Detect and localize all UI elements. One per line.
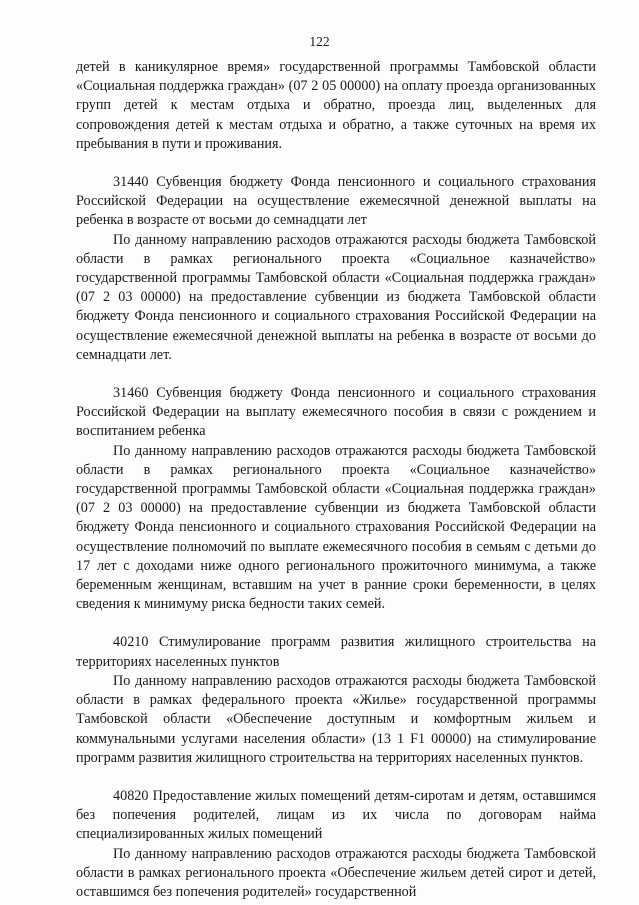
page-content <box>76 58 596 902</box>
paragraph-gap <box>76 365 596 384</box>
section-heading-40820: 40820 Предоставление жилых помещений детям-сиротам и детям, оставшимся без попечения родителей, лицам из их числа по договорам найма специализированных жилых помещений <box>76 787 596 843</box>
paragraph-gap <box>76 614 596 633</box>
section-body-40210: По данному направлению расходов отражаются расходы бюджета Тамбовской области в рамках федерального проекта «Жилье» государственной программы Тамбовской области «Обеспечение доступным и комфортным жильем и коммунальными услугами населения области» (13 1 F1 00000) на стимулирование программ развития жилищного строительства на территориях населенных пунктов. <box>76 672 596 766</box>
section-body-31440: По данному направлению расходов отражаются расходы бюджета Тамбовской области в рамках регионального проекта «Социальное казначейство» государственной программы Тамбовской области «Социальная поддержка граждан» (07 2 03 00000) на предоставление субвенции из бюджета Тамбовской области бюджету Фонда пенсионного и социального страхования Российской Федерации на осуществление ежемесячной денежной выплаты на ребенка в возрасте от восьми до семнадцати лет. <box>76 231 596 363</box>
page-number: 122 <box>309 34 330 49</box>
section-heading-40210: 40210 Стимулирование программ развития жилищного строительства на территориях населенных пунктов <box>76 634 596 670</box>
section-heading-31460: 31460 Субвенция бюджету Фонда пенсионного и социального страхования Российской Федерации на выплату ежемесячного пособия в связи с рождением и воспитанием ребенка <box>76 385 596 440</box>
section-body-40820: По данному направлению расходов отражаются расходы бюджета Тамбовской области в рамках регионального проекта «Обеспечение жильем детей сирот и детей, оставшимся без попечения родителей» государственной <box>76 845 596 900</box>
continuation-paragraph: детей в каникулярное время» государственной программы Тамбовской области «Социальная поддержка граждан» (07 2 05 00000) на оплату проезда организованных групп детей к местам отдыха и обратно, проезда лиц, выделенных для сопровождения детей к местам отдыха и обратно, а также суточных на время их пребывания в пути и проживания. <box>76 59 596 152</box>
paragraph-gap <box>76 154 596 173</box>
paragraph-gap <box>76 768 596 787</box>
section-heading-31440: 31440 Субвенция бюджету Фонда пенсионного и социального страхования Российской Федерации на осуществление ежемесячной денежной выплаты на ребенка в возрасте от восьми до семнадцати лет <box>76 174 596 229</box>
section-body-31460: По данному направлению расходов отражаются расходы бюджета Тамбовской области в рамках регионального проекта «Социальное казначейство» государственной программы Тамбовской области «Социальная поддержка граждан» (07 2 03 00000) на предоставление субвенции из бюджета Тамбовской области бюджету Фонда пенсионного и социального страхования Российской Федерации на осуществление полномочий по выплате ежемесячного пособия в семьям с детьми до 17 лет с доходами ниже одного регионального прожиточного минимума, а также беременным женщинам, вставшим на учет в ранние сроки беременности, в целях сведения к минимуму риска бедности таких семей. <box>76 442 596 613</box>
